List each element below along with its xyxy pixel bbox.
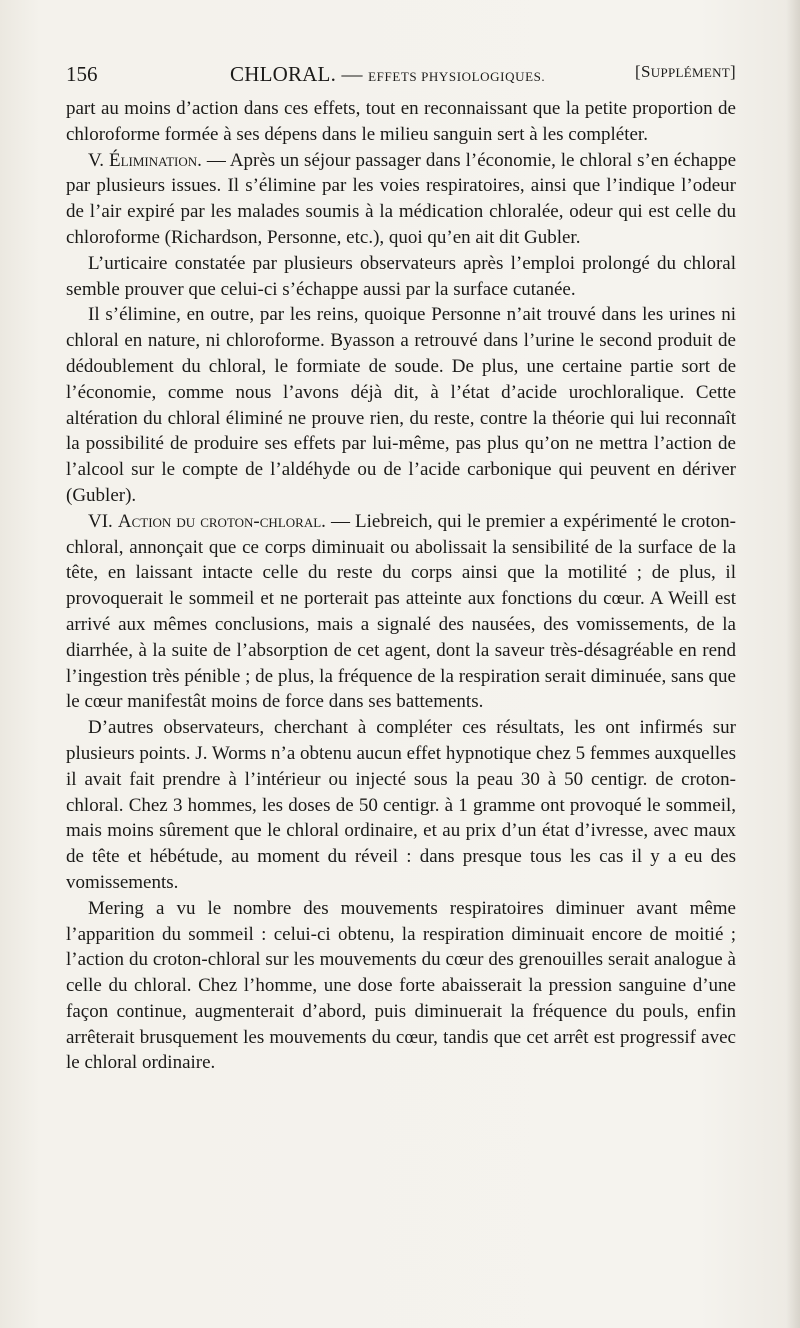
running-title-dash: — xyxy=(341,62,363,86)
section-number: V. xyxy=(88,149,105,171)
paragraph-reins: Il s’élimine, en outre, par les reins, quoique Personne n’ait trouvé dans les urines ni chloral en nature, ni chloroforme. Byasson a retrouvé dans l’urine le second produit de dédoublement du chloral, le formiate de soude. De plus, une certaine partie sort de l’économie, comme nous l’avons déjà dit, à l’état d’acide urochloralique. Cette altération du chloral éliminé ne prouve rien, du reste, contre la théorie qui lui reconnaît la possibilité de produire ses effets par lui-même, pas plus qu’on ne mettra l’action de l’alcool sur le compte de l’aldéhyde ou de l’acide carbonique qui peuvent en dériver (Gubler). xyxy=(66,304,736,506)
paragraph-elimination: V. Élimination. — Après un séjour passager dans l’économie, le chloral s’en échappe par plusieurs issues. Il s’élimine par les voies respiratoires, ainsi que l’indique l’odeur de l’air expiré par les malades soumis à la médication chloralée, odeur qui est celle du chloroforme (Richardson, Personne, etc.), quoi qu’en ait dit Gubler. xyxy=(66,149,736,248)
page-number: 156 xyxy=(66,62,98,86)
paragraph-continuation: part au moins d’action dans ces effets, tout en reconnaissant que la petite proportion de chloroforme formée à ses dépens dans le milieu sanguin sert à les compléter. xyxy=(66,98,736,145)
paragraph-mering: Mering a vu le nombre des mouvements respiratoires diminuer avant même l’apparition du sommeil : celui-ci obtenu, la respiration diminuait encore de moitié ; l’action du croton-chloral sur les mouvements du cœur des grenouilles serait analogue à celle du chloral. Chez l’homme, une dose forte abaisserait la pression sanguine d’une façon continue, augmenterait d’abord, puis diminuerait la fréquence du pouls, enfin arrêterait brusquement les mouvements du cœur, tandis que cet arrêt est progressif avec le chloral ordinaire. xyxy=(66,897,736,1074)
running-title xyxy=(230,62,545,87)
running-title-subtitle: EFFETS PHYSIOLOGIQUES. xyxy=(368,69,546,84)
paragraph-urticaire: L’urticaire constatée par plusieurs observateurs après l’emploi prolongé du chloral semble prouver que celui-ci s’échappe aussi par la surface cutanée. xyxy=(66,252,736,300)
running-title-main: CHLORAL. xyxy=(230,62,337,86)
paragraph-croton-chloral: VI. Action du croton-chloral. — Liebreich, qui le premier a expérimenté le croton-chloral, annonçait que ce corps diminuait ou abolissait la sensibilité de la surface de la tête, en laissant intacte celle du reste du corps ainsi que la motilité ; de plus, il provoquerait le sommeil et ne porterait pas atteinte aux fonctions du cœur. A Weill est arrivé aux mêmes conclusions, mais a signalé des nausées, des vomissements, de la diarrhée, à la suite de l’absorption de cet agent, dont la saveur très-désagréable en rend l’ingestion très pénible ; de plus, la fréquence de la respiration serait diminuée, sans que le cœur manifestât moins de force dans ses battements. xyxy=(66,510,736,713)
page-edge-shadow xyxy=(786,0,800,1328)
body-text xyxy=(66,96,736,1076)
supplement-label: [SUPPLÉMENT] xyxy=(635,62,736,81)
paragraph-observateurs: D’autres observateurs, cherchant à compléter ces résultats, les ont infirmés sur plusieurs points. J. Worms n’a obtenu aucun effet hypnotique chez 5 femmes auxquelles il avait fait prendre à l’intérieur ou injecté sous la peau 30 à 50 centigr. de croton-chloral. Chez 3 hommes, les doses de 50 centigr. à 1 gramme ont provoqué le sommeil, mais moins sûrement que le chloral ordinaire, et au prix d’un état d’ivresse, avec maux de tête et hébétude, au moment du réveil : dans presque tous les cas il y a eu des vomissements. xyxy=(66,717,737,893)
running-header xyxy=(66,58,736,92)
section-heading-croton-chloral: Action du croton-chloral. xyxy=(117,510,326,532)
section-heading-elimination: Élimination. xyxy=(109,149,202,171)
section-number: VI. xyxy=(88,510,113,532)
